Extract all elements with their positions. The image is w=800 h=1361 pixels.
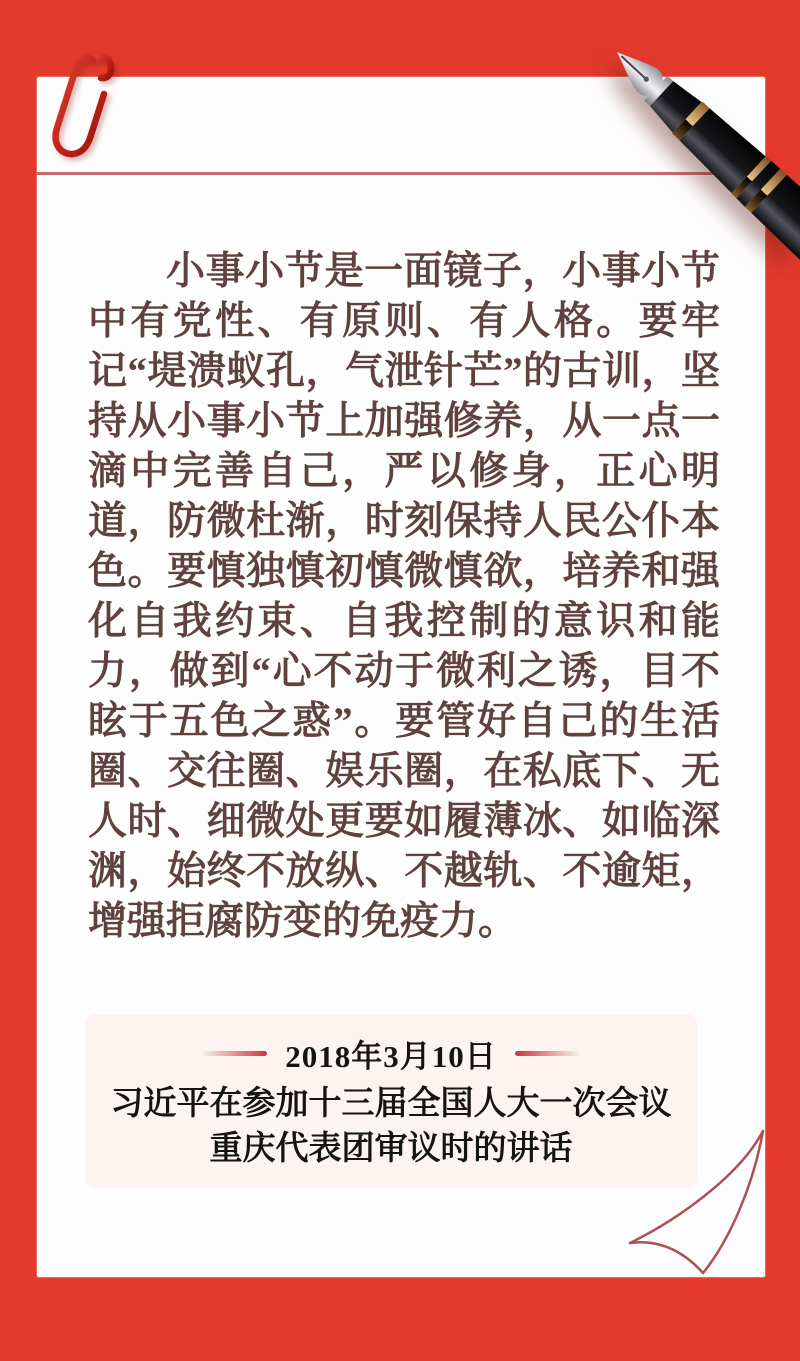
attribution-line-2: 重庆代表团审议时的讲话: [209, 1131, 573, 1167]
footer-block: [85, 1014, 697, 1188]
date-divider-right-icon: [515, 1051, 581, 1056]
attribution-line-1: 习近平在参加十三届全国人大一次会议: [110, 1086, 672, 1122]
fountain-pen-icon: [540, 0, 800, 360]
quote-paragraph: 小事小节是一面镜子，小事小节中有党性、有原则、有人格。要牢记“堤溃蚁孔，气泄针芒”的古训，坚持从小事小节上加强修养，从一点一滴中完善自己，严以修身，正心明道，防微杜渐，时刻保持人民公仆本色。要慎独慎初慎微慎欲，培养和强化自我约束、自我控制的意识和能力，做到“心不动于微利之诱，目不眩于五色之惑”。要管好自己的生活圈、交往圈、娱乐圈，在私底下、无人时、细微处更要如履薄冰、如临深渊，始终不放纵、不越轨、不逾矩，增强拒腐防变的免疫力。: [88, 250, 720, 943]
date-row: [85, 1032, 697, 1074]
date-divider-left-icon: [201, 1051, 267, 1056]
page-curl-icon: [627, 1125, 765, 1277]
date-text: 2018年3月10日: [285, 1038, 497, 1074]
paperclip-icon: [44, 54, 124, 164]
